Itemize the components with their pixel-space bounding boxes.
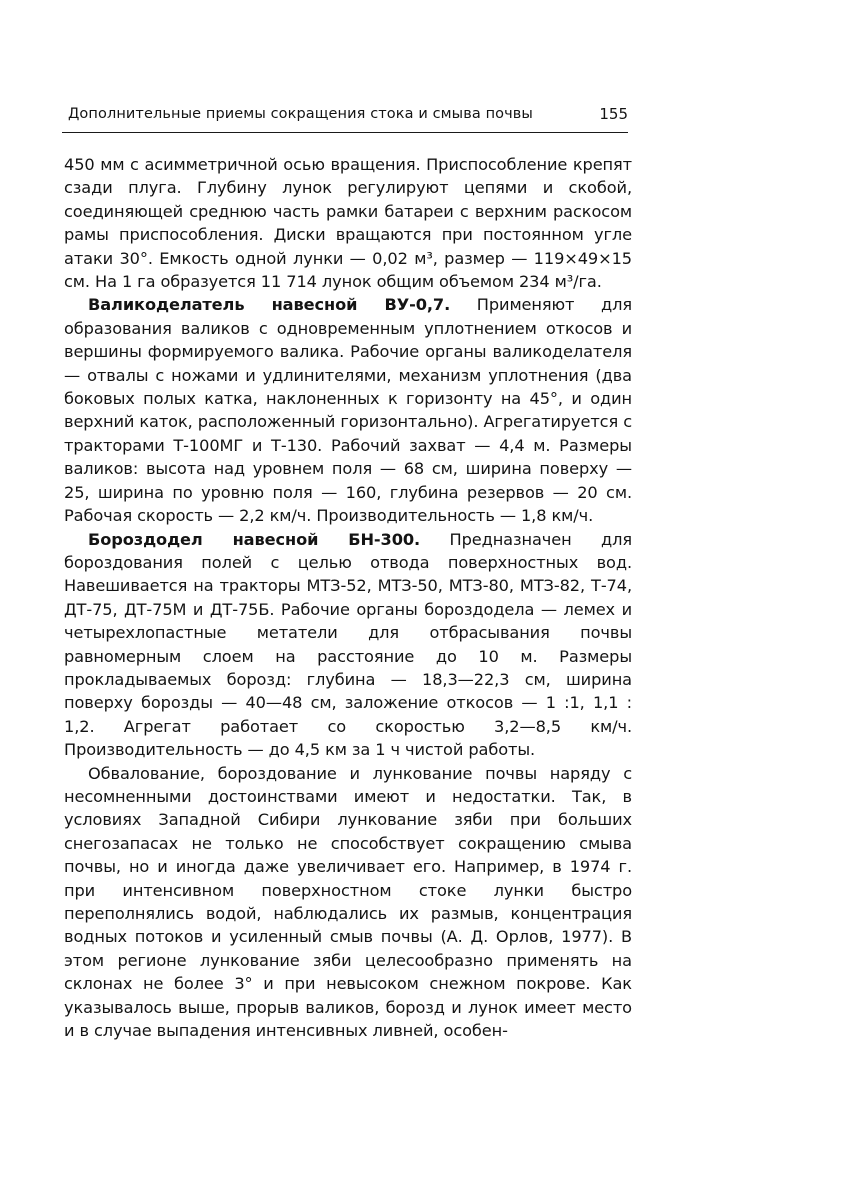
paragraph-text: Применяют для образования валиков с одновременным уплотнением откосов и вершины формируемого валика. Рабочие органы валикоделателя — отвалы с ножами и удлинителями, механизм уплотнения (два боковых полых катка, наклоненных к горизонту на 45°, и один верхний каток, расположенный горизонтально). Агрегатируется с тракторами Т-100МГ и Т-130. Рабочий захват — 4,4 м. Размеры валиков: высота над уровнем поля — 68 см, ширина поверху — 25, ширина по уровню поля — 160, глубина резервов — 20 см. Рабочая скорость — 2,2 км/ч. Производительность — 1,8 км/ч.	[64, 295, 632, 526]
running-head	[68, 102, 628, 126]
paragraph-text: Предназначен для бороздования полей с целью отвода поверхностных вод. Навешивается на тракторы МТЗ-52, МТЗ-50, МТЗ-80, МТЗ-82, Т-74, ДТ-75, ДТ-75М и ДТ-75Б. Рабочие органы бороздодела — лемех и четырехлопастные метатели для отбрасывания почвы равномерным слоем на расстояние до 10 м. Размеры прокладываемых борозд: глубина — 18,3—22,3 см, ширина поверху борозды — 40—48 см, заложение откосов — 1 :1, 1,1 : 1,2. Агрегат работает со скоростью 3,2—8,5 км/ч. Производительность — до 4,5 км за 1 ч чистой работы.	[64, 529, 632, 760]
paragraph-obvalovanie	[64, 762, 632, 1043]
running-head-title: Дополнительные приемы сокращения стока и смыва почвы	[68, 106, 533, 122]
run-in-heading-valikodelatel: Валикоделатель навесной ВУ-0,7.	[88, 295, 451, 315]
header-rule	[62, 132, 628, 133]
paragraph-text: Обвалование, бороздование и лункование почвы наряду с несомненными достоинствами имеют и недостатки. Так, в условиях Западной Сибири лункование зяби при больших снегозапасах не только не способствует сокращению смыва почвы, но и иногда даже увеличивает его. Например, в 1974 г. при интенсивном поверхностном стоке лунки быстро переполнялись водой, наблюдались их размыв, концентрация водных потоков и усиленный смыв почвы (А. Д. Орлов, 1977). В этом регионе лункование зяби целесообразно применять на склонах не более 3° и при невысоком снежном покрове. Как указывалось выше, прорыв валиков, борозд и лунок имеет место и в случае выпадения интенсивных ливней, особен-	[64, 763, 632, 1041]
page-number: 155	[599, 105, 628, 123]
paragraph-valikodelatel	[64, 293, 632, 527]
paragraph-borozdodel	[64, 528, 632, 762]
paragraph-continuation	[64, 153, 632, 293]
body-text	[64, 153, 632, 1042]
run-in-heading-borozdodel: Бороздодел навесной БН-300.	[88, 529, 421, 549]
paragraph-text: 450 мм с асимметричной осью вращения. Приспособление крепят сзади плуга. Глубину лунок регулируют цепями и скобой, соединяющей среднюю часть рамки батареи с верхним раскосом рамы приспособления. Диски вращаются при постоянном угле атаки 30°. Емкость одной лунки — 0,02 м³, размер — 119×49×15 см. На 1 га образуется 11 714 лунок общим объемом 234 м³/га.	[64, 155, 632, 292]
